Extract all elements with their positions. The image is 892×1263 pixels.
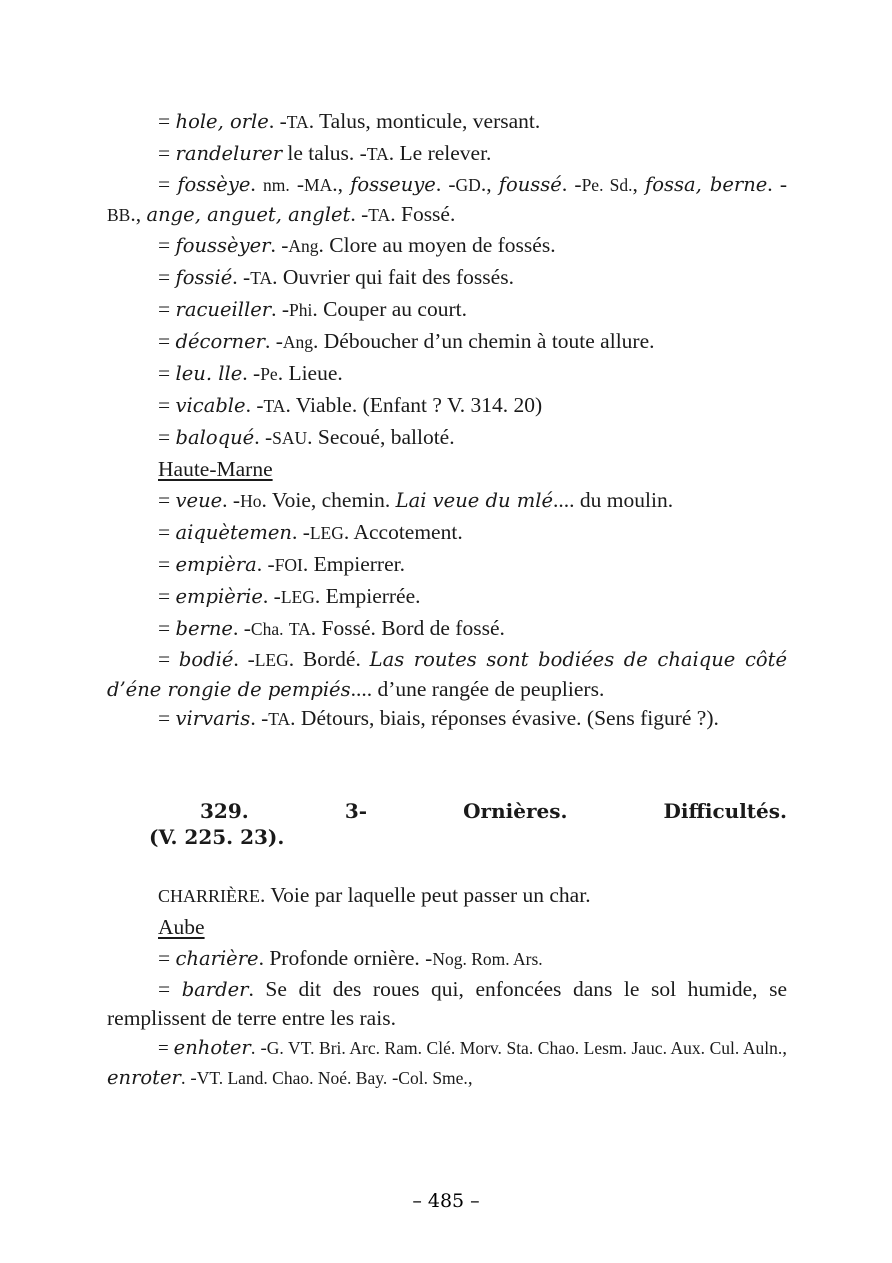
section-reference: (V. 225. 23). [149,825,285,849]
entry-charriere-def: CHARRIÈRE. Voie par laquelle peut passer un char. [158,883,591,907]
document-page [107,106,787,1093]
entry-berne: = berne. -Cha. TA. Fossé. Bord de fossé. [158,616,505,640]
entry-aiquetemen: = aiquètemen. -LEG. Accotement. [158,520,463,544]
section-word-2: Difficultés. [663,799,787,823]
page-number: – 485 – [412,1190,480,1212]
entry-empierie: = empièrie. -LEG. Empierrée. [158,584,421,608]
entry-enhoter: = enhoter. -G. VT. Bri. Arc. Ram. Clé. Morv. Sta. Chao. Lesm. Jauc. Aux. Cul. Auln., enroter. -VT. Land. Chao. Noé. Bay. -Col. Sme., [107,1036,788,1089]
subheading-aube: Aube [158,915,205,939]
section-number: 329. [200,799,249,823]
entry-racueiller: = racueiller. -Phi. Couper au court. [158,297,467,321]
subheading-haute-marne: Haute-Marne [158,457,273,481]
entry-randelurer: = randelurer le talus. -TA. Le relever. [158,141,492,165]
entry-virvaris: = virvaris. -TA. Détours, biais, réponses évasive. (Sens figuré ?). [158,706,719,730]
entry-fossie: = fossié. -TA. Ouvrier qui fait des fossés. [158,265,514,289]
entry-empiera: = empièra. -FOI. Empierrer. [158,552,405,576]
entry-fosseye: = fossèye. nm. -MA., fosseuye. -GD., foussé. -Pe. Sd., fossa, berne. -BB., ange, anguet, anglet. -TA. Fossé. [107,172,788,226]
entry-decorner: = décorner. -Ang. Déboucher d’un chemin à toute allure. [158,329,655,353]
entry-vicable: = vicable. -TA. Viable. (Enfant ? V. 314. 20) [158,393,543,417]
entry-barder: = barder. Se dit des roues qui, enfoncées dans le sol humide, se remplissent de terre entre les rais. [107,977,787,1030]
entry-bodie: = bodié. -LEG. Bordé. Las routes sont bodiées de chaique côté d’éne rongie de pempiés.... d’une rangée de peupliers. [107,647,787,701]
entry-baloque: = baloqué. -SAU. Secoué, balloté. [158,425,455,449]
section-heading [107,798,787,850]
entry-veue: = veue. -Ho. Voie, chemin. Lai veue du mlé.... du moulin. [158,488,674,512]
entry-chariere: = charière. Profonde ornière. -Nog. Rom. Ars. [158,946,543,970]
entry-leu-lle: = leu. lle. -Pe. Lieue. [158,361,343,385]
section-level: 3- [344,799,368,823]
entry-fousseyer: = foussèyer. -Ang. Clore au moyen de fossés. [158,233,556,257]
entry-hole-orle: = hole, orle. -TA. Talus, monticule, versant. [158,109,541,133]
section-word-1: Ornières. [463,799,568,823]
